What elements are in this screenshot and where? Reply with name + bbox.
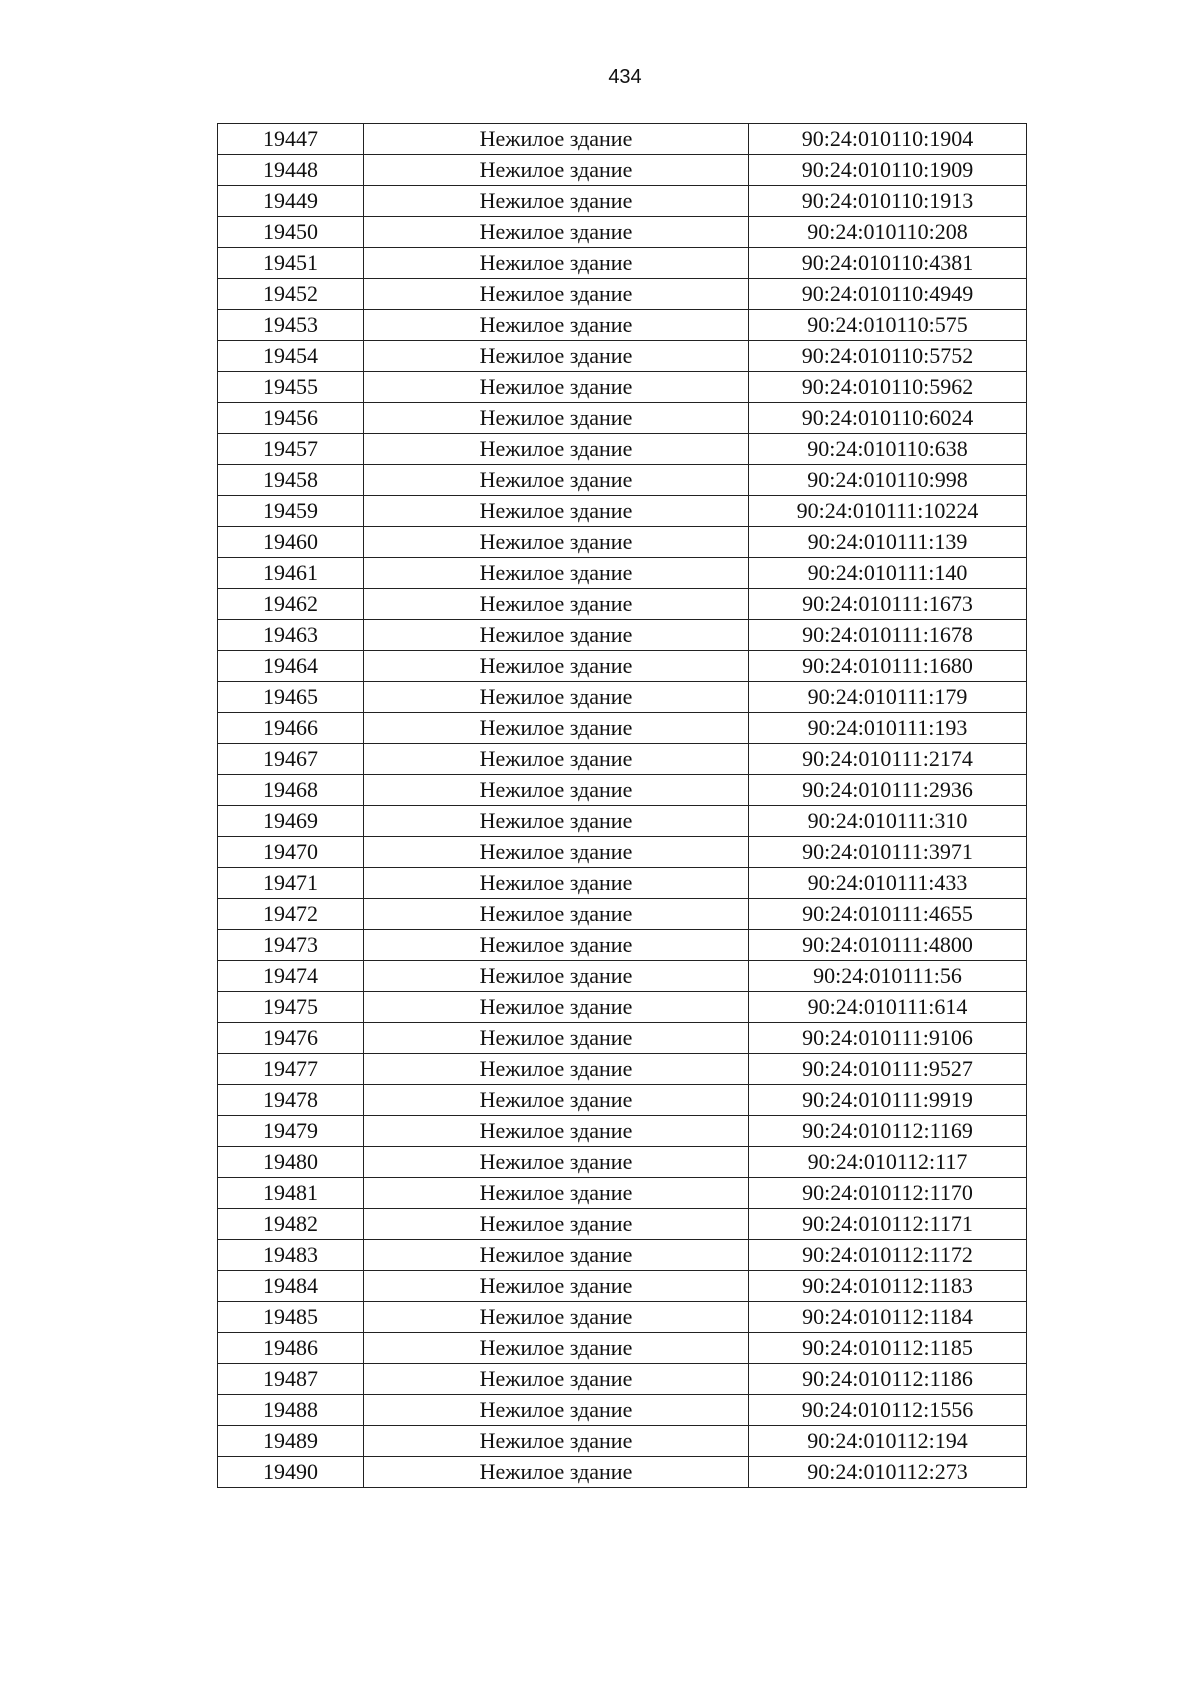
cadastral-number-cell: 90:24:010111:614: [749, 992, 1027, 1023]
row-number-cell: 19453: [218, 310, 364, 341]
object-type-cell: Нежилое здание: [364, 1240, 749, 1271]
row-number-cell: 19485: [218, 1302, 364, 1333]
row-number-cell: 19458: [218, 465, 364, 496]
object-type-cell: Нежилое здание: [364, 124, 749, 155]
object-type-cell: Нежилое здание: [364, 1395, 749, 1426]
row-number-cell: 19471: [218, 868, 364, 899]
object-type-cell: Нежилое здание: [364, 527, 749, 558]
row-number-cell: 19489: [218, 1426, 364, 1457]
row-number-cell: 19448: [218, 155, 364, 186]
table-row: [218, 899, 1027, 930]
object-type-cell: Нежилое здание: [364, 1178, 749, 1209]
cadastral-number-cell: 90:24:010112:273: [749, 1457, 1027, 1488]
table-row: [218, 1271, 1027, 1302]
object-type-cell: Нежилое здание: [364, 713, 749, 744]
object-type-cell: Нежилое здание: [364, 837, 749, 868]
object-type-cell: Нежилое здание: [364, 279, 749, 310]
table-row: [218, 1457, 1027, 1488]
table-row: [218, 930, 1027, 961]
cadastral-number-cell: 90:24:010112:1172: [749, 1240, 1027, 1271]
row-number-cell: 19486: [218, 1333, 364, 1364]
table-row: [218, 806, 1027, 837]
object-type-cell: Нежилое здание: [364, 620, 749, 651]
table-row: [218, 1147, 1027, 1178]
object-type-cell: Нежилое здание: [364, 372, 749, 403]
object-type-cell: Нежилое здание: [364, 1333, 749, 1364]
object-type-cell: Нежилое здание: [364, 434, 749, 465]
object-type-cell: Нежилое здание: [364, 403, 749, 434]
row-number-cell: 19460: [218, 527, 364, 558]
cadastral-number-cell: 90:24:010110:6024: [749, 403, 1027, 434]
table-row: [218, 186, 1027, 217]
row-number-cell: 19484: [218, 1271, 364, 1302]
row-number-cell: 19488: [218, 1395, 364, 1426]
object-type-cell: Нежилое здание: [364, 899, 749, 930]
table-row: [218, 1333, 1027, 1364]
row-number-cell: 19455: [218, 372, 364, 403]
object-type-cell: Нежилое здание: [364, 1457, 749, 1488]
row-number-cell: 19459: [218, 496, 364, 527]
row-number-cell: 19476: [218, 1023, 364, 1054]
object-type-cell: Нежилое здание: [364, 682, 749, 713]
table-row: [218, 124, 1027, 155]
cadastral-number-cell: 90:24:010111:3971: [749, 837, 1027, 868]
cadastral-number-cell: 90:24:010112:1183: [749, 1271, 1027, 1302]
row-number-cell: 19467: [218, 744, 364, 775]
cadastral-number-cell: 90:24:010110:1913: [749, 186, 1027, 217]
object-type-cell: Нежилое здание: [364, 465, 749, 496]
object-type-cell: Нежилое здание: [364, 651, 749, 682]
table-row: [218, 1085, 1027, 1116]
object-type-cell: Нежилое здание: [364, 1209, 749, 1240]
row-number-cell: 19478: [218, 1085, 364, 1116]
table-row: [218, 1426, 1027, 1457]
cadastral-number-cell: 90:24:010110:4949: [749, 279, 1027, 310]
cadastral-number-cell: 90:24:010111:1678: [749, 620, 1027, 651]
cadastral-number-cell: 90:24:010110:1909: [749, 155, 1027, 186]
object-type-cell: Нежилое здание: [364, 589, 749, 620]
table-row: [218, 1178, 1027, 1209]
table-row: [218, 403, 1027, 434]
cadastral-number-cell: 90:24:010111:139: [749, 527, 1027, 558]
cadastral-number-cell: 90:24:010110:208: [749, 217, 1027, 248]
table-row: [218, 279, 1027, 310]
register-table: [217, 123, 1027, 1488]
table-row: [218, 868, 1027, 899]
table-row: [218, 341, 1027, 372]
cadastral-number-cell: 90:24:010111:9919: [749, 1085, 1027, 1116]
table-row: [218, 1116, 1027, 1147]
table-row: [218, 527, 1027, 558]
row-number-cell: 19463: [218, 620, 364, 651]
table-row: [218, 1054, 1027, 1085]
cadastral-number-cell: 90:24:010111:433: [749, 868, 1027, 899]
cadastral-number-cell: 90:24:010110:638: [749, 434, 1027, 465]
object-type-cell: Нежилое здание: [364, 1085, 749, 1116]
table-row: [218, 589, 1027, 620]
object-type-cell: Нежилое здание: [364, 341, 749, 372]
table-row: [218, 372, 1027, 403]
cadastral-number-cell: 90:24:010110:998: [749, 465, 1027, 496]
object-type-cell: Нежилое здание: [364, 310, 749, 341]
table-row: [218, 1302, 1027, 1333]
row-number-cell: 19487: [218, 1364, 364, 1395]
object-type-cell: Нежилое здание: [364, 1116, 749, 1147]
row-number-cell: 19482: [218, 1209, 364, 1240]
object-type-cell: Нежилое здание: [364, 775, 749, 806]
cadastral-number-cell: 90:24:010112:1170: [749, 1178, 1027, 1209]
object-type-cell: Нежилое здание: [364, 1054, 749, 1085]
table-row: [218, 682, 1027, 713]
row-number-cell: 19452: [218, 279, 364, 310]
object-type-cell: Нежилое здание: [364, 930, 749, 961]
cadastral-number-cell: 90:24:010111:1673: [749, 589, 1027, 620]
row-number-cell: 19462: [218, 589, 364, 620]
cadastral-number-cell: 90:24:010110:5752: [749, 341, 1027, 372]
object-type-cell: Нежилое здание: [364, 806, 749, 837]
cadastral-number-cell: 90:24:010112:117: [749, 1147, 1027, 1178]
cadastral-number-cell: 90:24:010112:1184: [749, 1302, 1027, 1333]
cadastral-number-cell: 90:24:010111:1680: [749, 651, 1027, 682]
object-type-cell: Нежилое здание: [364, 248, 749, 279]
row-number-cell: 19473: [218, 930, 364, 961]
cadastral-number-cell: 90:24:010112:1169: [749, 1116, 1027, 1147]
row-number-cell: 19465: [218, 682, 364, 713]
row-number-cell: 19466: [218, 713, 364, 744]
cadastral-number-cell: 90:24:010111:4800: [749, 930, 1027, 961]
cadastral-number-cell: 90:24:010111:9106: [749, 1023, 1027, 1054]
table-row: [218, 961, 1027, 992]
row-number-cell: 19449: [218, 186, 364, 217]
table-row: [218, 1209, 1027, 1240]
cadastral-number-cell: 90:24:010110:4381: [749, 248, 1027, 279]
row-number-cell: 19454: [218, 341, 364, 372]
table-row: [218, 620, 1027, 651]
cadastral-number-cell: 90:24:010111:310: [749, 806, 1027, 837]
table-row: [218, 1395, 1027, 1426]
cadastral-number-cell: 90:24:010112:1185: [749, 1333, 1027, 1364]
object-type-cell: Нежилое здание: [364, 1271, 749, 1302]
table-row: [218, 310, 1027, 341]
cadastral-number-cell: 90:24:010111:10224: [749, 496, 1027, 527]
table-row: [218, 837, 1027, 868]
table-row: [218, 217, 1027, 248]
object-type-cell: Нежилое здание: [364, 558, 749, 589]
row-number-cell: 19472: [218, 899, 364, 930]
table-body: [218, 124, 1027, 1488]
object-type-cell: Нежилое здание: [364, 868, 749, 899]
row-number-cell: 19450: [218, 217, 364, 248]
row-number-cell: 19477: [218, 1054, 364, 1085]
object-type-cell: Нежилое здание: [364, 992, 749, 1023]
row-number-cell: 19475: [218, 992, 364, 1023]
object-type-cell: Нежилое здание: [364, 1302, 749, 1333]
cadastral-number-cell: 90:24:010112:194: [749, 1426, 1027, 1457]
table-row: [218, 465, 1027, 496]
row-number-cell: 19464: [218, 651, 364, 682]
table-row: [218, 1240, 1027, 1271]
object-type-cell: Нежилое здание: [364, 496, 749, 527]
row-number-cell: 19457: [218, 434, 364, 465]
table-row: [218, 248, 1027, 279]
cadastral-number-cell: 90:24:010111:4655: [749, 899, 1027, 930]
table-row: [218, 992, 1027, 1023]
cadastral-number-cell: 90:24:010112:1171: [749, 1209, 1027, 1240]
cadastral-number-cell: 90:24:010110:1904: [749, 124, 1027, 155]
table-row: [218, 1023, 1027, 1054]
table-row: [218, 775, 1027, 806]
table-row: [218, 651, 1027, 682]
table-row: [218, 496, 1027, 527]
row-number-cell: 19451: [218, 248, 364, 279]
row-number-cell: 19456: [218, 403, 364, 434]
row-number-cell: 19474: [218, 961, 364, 992]
object-type-cell: Нежилое здание: [364, 1147, 749, 1178]
object-type-cell: Нежилое здание: [364, 1023, 749, 1054]
cadastral-number-cell: 90:24:010112:1556: [749, 1395, 1027, 1426]
row-number-cell: 19469: [218, 806, 364, 837]
row-number-cell: 19470: [218, 837, 364, 868]
cadastral-number-cell: 90:24:010110:5962: [749, 372, 1027, 403]
cadastral-number-cell: 90:24:010111:193: [749, 713, 1027, 744]
object-type-cell: Нежилое здание: [364, 744, 749, 775]
cadastral-number-cell: 90:24:010110:575: [749, 310, 1027, 341]
row-number-cell: 19447: [218, 124, 364, 155]
cadastral-number-cell: 90:24:010111:179: [749, 682, 1027, 713]
table-row: [218, 1364, 1027, 1395]
object-type-cell: Нежилое здание: [364, 1426, 749, 1457]
cadastral-number-cell: 90:24:010111:2174: [749, 744, 1027, 775]
table-row: [218, 744, 1027, 775]
row-number-cell: 19483: [218, 1240, 364, 1271]
cadastral-number-cell: 90:24:010111:9527: [749, 1054, 1027, 1085]
row-number-cell: 19490: [218, 1457, 364, 1488]
cadastral-number-cell: 90:24:010112:1186: [749, 1364, 1027, 1395]
object-type-cell: Нежилое здание: [364, 217, 749, 248]
table-row: [218, 558, 1027, 589]
table-row: [218, 434, 1027, 465]
row-number-cell: 19481: [218, 1178, 364, 1209]
table-row: [218, 713, 1027, 744]
row-number-cell: 19479: [218, 1116, 364, 1147]
cadastral-number-cell: 90:24:010111:140: [749, 558, 1027, 589]
object-type-cell: Нежилое здание: [364, 186, 749, 217]
cadastral-number-cell: 90:24:010111:2936: [749, 775, 1027, 806]
row-number-cell: 19461: [218, 558, 364, 589]
row-number-cell: 19480: [218, 1147, 364, 1178]
cadastral-number-cell: 90:24:010111:56: [749, 961, 1027, 992]
table-row: [218, 155, 1027, 186]
object-type-cell: Нежилое здание: [364, 155, 749, 186]
object-type-cell: Нежилое здание: [364, 961, 749, 992]
page-number: 434: [608, 66, 642, 88]
object-type-cell: Нежилое здание: [364, 1364, 749, 1395]
row-number-cell: 19468: [218, 775, 364, 806]
